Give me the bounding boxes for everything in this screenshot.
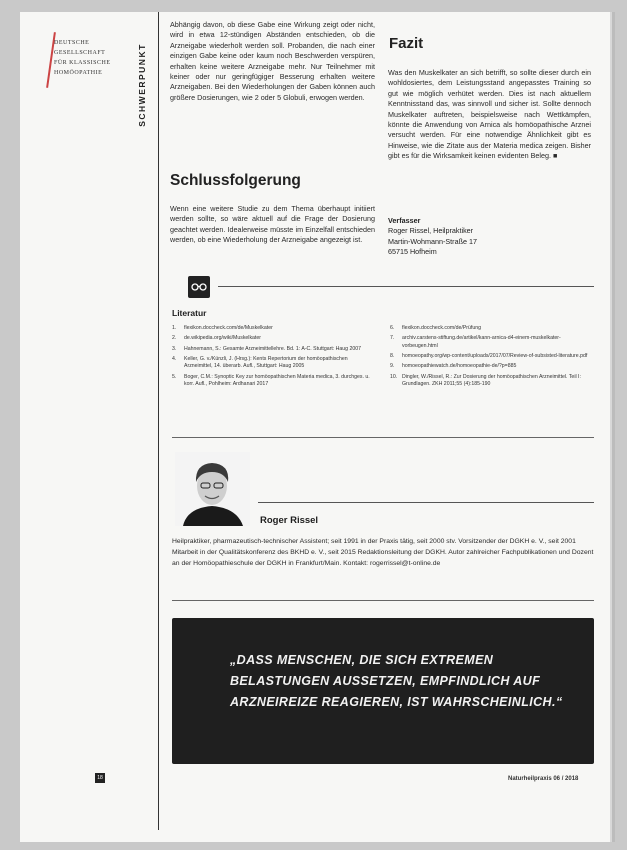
literature-item: 9. homoeopathiewatch.de/homoeopathie-de/?p=885 — [390, 363, 517, 370]
literature-item: 6. flexikon.doccheck.com/de/Prüfung — [390, 325, 482, 331]
fazit-text: Was den Muskelkater an sich betrifft, so sollte dieser durch ein wohldosiertes, dem Leistungsstand angepasstes Training so gut wie möglich verhütet werden. Dies ist nach aktuellem Kenntnisstand das, was sinnvoll und sicher ist. Sollte dennoch Muskelkater auftreten, beispielsweise nach Wettkämpfen, könnte die Anwendung von Arnica als homöopathische Arznei versucht werden. Für eine notwendige Ähnlichkeit gibt es Hinweise, wie die Zitate aus der Materia medica zeigen. Bisher gibt es für die Wirksamkeit keinen evidenten Beleg. ■ — [388, 68, 591, 161]
author-photo — [175, 452, 250, 526]
literature-item: 5. Boger, C.M.: Synoptic Key zur homöopathischen Materia medica, 3. durchges. u. korr. Aufl., Pohlheim: Ardhanari 2017 — [172, 373, 370, 387]
dgkh-logo — [38, 32, 118, 92]
section-label: SCHWERPUNKT — [136, 43, 147, 127]
author-name-line: Roger Rissel, Heilpraktiker — [388, 226, 474, 236]
section-rule — [172, 437, 594, 438]
page-number: 18 — [95, 773, 105, 783]
literature-item: 4. Keller, G. v./Künzli, J. (Hrsg.): Kents Repertorium der homöopathischen Arzneimittel, 14. überarb. Aufl., Stuttgart: Haug 2005 — [172, 356, 348, 370]
column-1-text: Abhängig davon, ob diese Gabe eine Wirkung zeigt oder nicht, wird in etwa 12-stündigen Abständen entschieden, ob die Arzneigabe wiederholt werden soll. Probanden, die nach einer einzigen Gabe keine oder kaum noch Beschwerden verspüren, erhalten keine weitere Arzneigabe mehr. Nur Teilnehmer mit keiner oder nur geringfügiger Besserung erhalten weitere Arzneigaben. Bei den Wiederholungen der Gaben können auch größere Dosierungen, wie 2 oder 5 Globuli, erwogen werden. — [170, 20, 375, 102]
literature-item: 2. de.wikipedia.org/wiki/Muskelkater — [172, 335, 261, 342]
literature-title: Literatur — [172, 308, 207, 318]
heading-schlussfolgerung: Schlussfolgerung — [170, 172, 301, 189]
literature-item: 1. flexikon.doccheck.com/de/Muskelkater — [172, 325, 273, 331]
literature-item: 10. Dingler, W./Rissel, R.: Zur Dosierung der homöopathischen Arzneimittel. Teil I: Grundlagen. ZKH 2011;55 (4):185-190 — [390, 373, 581, 387]
author-label: Verfasser — [388, 216, 421, 225]
literature-item: 3. Hahnemann, S.: Gesamte Arzneimittellehre. Bd. 1: A-C. Stuttgart: Haug 2007 — [172, 345, 362, 352]
literature-rule — [218, 286, 594, 287]
literature-list-right — [390, 325, 595, 391]
pull-quote-box — [172, 618, 594, 764]
author-profile-name: Roger Rissel — [260, 515, 319, 526]
author-address — [388, 216, 477, 258]
author-city: 65715 Hofheim — [388, 247, 437, 257]
heading-fazit: Fazit — [389, 35, 424, 52]
logo-line-2: GESELLSCHAFT — [54, 50, 106, 56]
pull-quote: „DASS MENSCHEN, DIE SICH EXTREMEN BELASTUNGEN AUSSETZEN, EMPFINDLICH AUF ARZNEIREIZE REAGIEREN, IST WAHRSCHEINLICH.“ — [230, 653, 563, 709]
glasses-icon — [188, 276, 210, 298]
logo-line-1: DEUTSCHE — [54, 40, 90, 46]
literature-list-left — [172, 325, 377, 391]
journal-footer: Naturheilpraxis 06 / 2018 — [508, 776, 579, 782]
bio-rule — [172, 600, 594, 601]
profile-rule — [258, 502, 594, 503]
literature-item: 7. archiv.carstens-stiftung.de/artikel/kann-arnica-d4-einem-muskelkater-vorbeugen.html — [390, 335, 561, 349]
column-divider — [158, 12, 159, 830]
schluss-text: Wenn eine weitere Studie zu dem Thema überhaupt initiiert werden sollte, so wäre aktuell auf die Frage der Dosierung geachtet werden. Idealerweise müsste im Einzelfall entschieden werden, ob eine Wiederholung der Arzneigabe angezeigt ist. — [170, 204, 375, 245]
logo-line-3: FÜR KLASSISCHE — [54, 60, 111, 66]
logo-line-4: HOMÖOPATHIE — [54, 70, 103, 76]
author-bio: Heilpraktiker, pharmazeutisch-technischer Assistent; seit 1991 in der Praxis tätig, seit 2000 stv. Vorsitzender der DGKH e. V., seit 2001 Mitarbeit in der Qualitätskonferenz des BKHD e. V., seit 2015 Redaktionsleitung der DGKH. Autor zahlreicher Fachpublikationen und Dozent an der Homöopathieschule der DGKH in Frankfurt/Main. Kontakt: rogerrissel@t-online.de — [172, 538, 594, 567]
section-label-box — [136, 35, 152, 135]
author-street: Martin-Wohmann-Straße 17 — [388, 236, 477, 246]
literature-item: 8. homoeopathy.org/wp-content/uploads/2017/07/Review-of-subsisted-literature.pdf — [390, 352, 588, 359]
